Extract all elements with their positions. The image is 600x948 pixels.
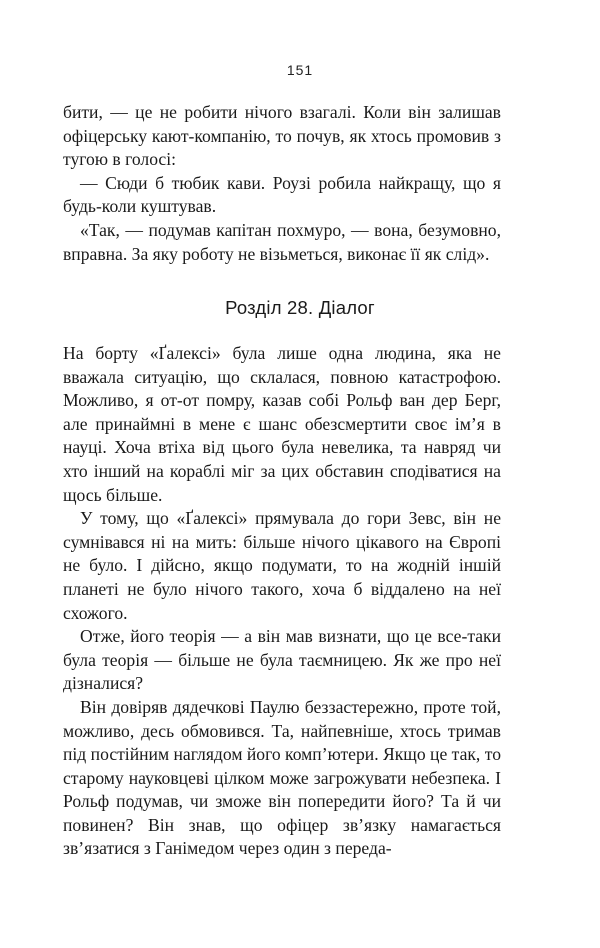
chapter-body	[63, 342, 501, 861]
paragraph: На борту «Ґалексі» була лише одна людина, яка не вважала ситуацію, що склалася, повною катастрофою. Можливо, я от-от помру, казав собі Рольф ван дер Берг, але принаймні в мене є шанс обезсмертити своє ім’я в науці. Хоча втіха від цього була невелика, та навряд чи хто інший на кораблі міг за цих обставин сподіватися на щось більше.	[63, 343, 501, 505]
paragraph: Отже, його теорія — а він мав визнати, що це все-таки була теорія — більше не була таємницею. Як же про неї дізналися?	[63, 626, 501, 694]
paragraph: У тому, що «Ґалексі» прямувала до гори Зевс, він не сумнівався ні на мить: більше нічого цікавого на Європі не було. І дійсно, якщо подумати, то на жодній іншій планеті не було нічого такого, хоча б віддалено на неї схожого.	[63, 508, 501, 623]
continued-text	[63, 101, 501, 266]
paragraph: «Так, — подумав капітан похмуро, — вона, безумовно, вправна. За яку роботу не візьметься, виконає її як слід».	[63, 219, 501, 264]
paragraph: — Сюди б тюбик кави. Роузі робила найкращу, що я будь-коли куштував.	[63, 172, 501, 217]
paragraph: Він довіряв дядечкові Паулю беззастережно, проте той, можливо, десь обмовився. Та, найпевніше, хтось тримав під постійним наглядом його комп’ютери. Якщо це так, то старому науковцеві цілком може загрожувати небезпека. І Рольф подумав, чи зможе він попередити його? Та й чи повинен? Він знав, що офіцер зв’язку намагається зв’язатися з Ганімедом через один з переда-	[63, 696, 501, 859]
paragraph: бити, — це не робити нічого взагалі. Коли він залишав офіцерську кают-компанію, то почув, як хтось промовив з тугою в голосі:	[63, 102, 501, 170]
chapter-title: Розділ 28. Діалог	[225, 297, 375, 318]
page-number: 151	[286, 62, 314, 78]
